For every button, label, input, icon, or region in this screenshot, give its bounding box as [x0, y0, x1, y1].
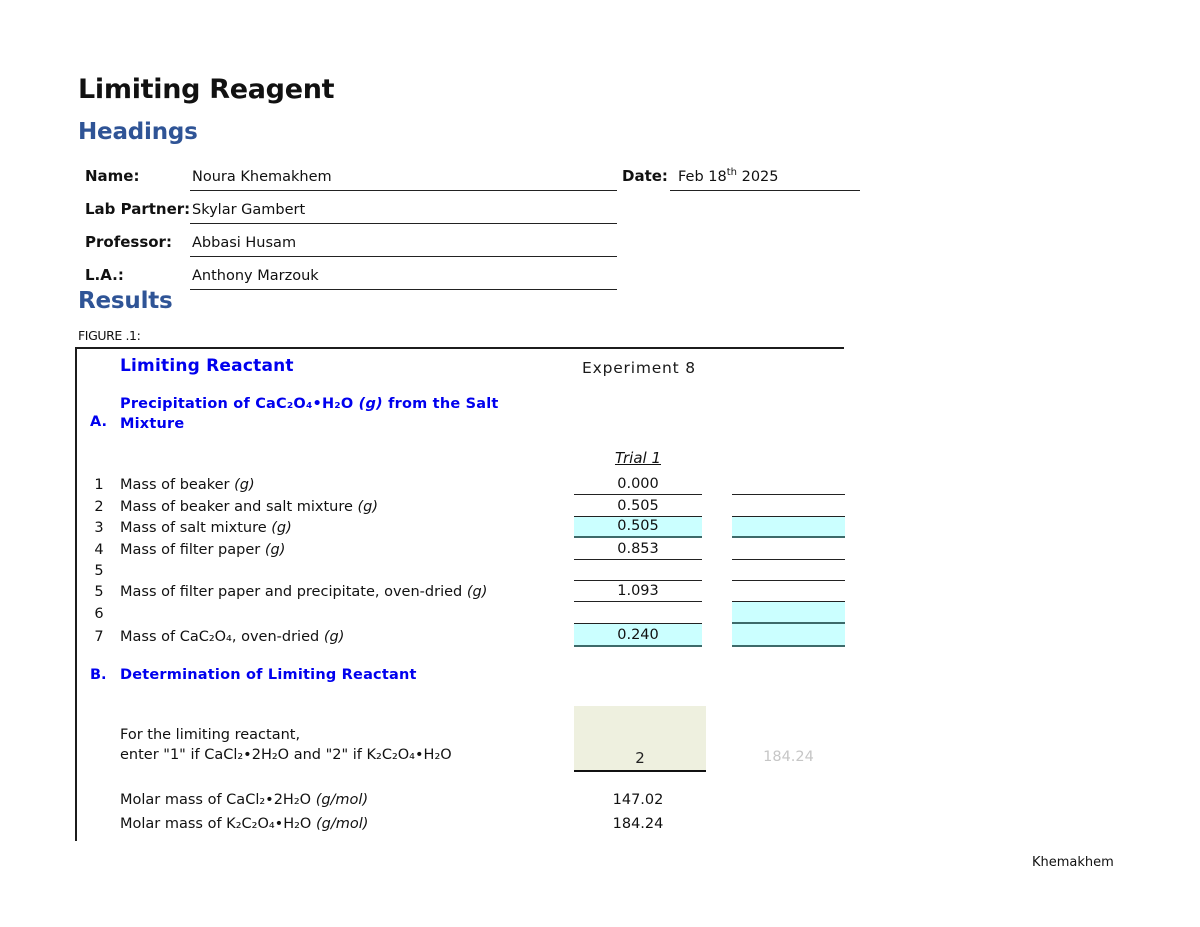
molar-mass-value: 184.24: [612, 816, 664, 832]
trial2-cell[interactable]: [732, 495, 845, 516]
row-number: 3: [94, 520, 104, 537]
measurement-rows: [90, 474, 845, 647]
trial2-cell[interactable]: [732, 517, 845, 538]
row-label: Mass of CaC₂O₄, oven-dried (g): [120, 628, 345, 645]
row-label: Mass of filter paper (g): [120, 541, 286, 558]
la-field[interactable]: Anthony Marzouk: [190, 268, 617, 290]
row-label: Mass of filter paper and precipitate, oven-dried (g): [120, 584, 488, 601]
trial1-cell[interactable]: [574, 538, 702, 559]
row-number: 6: [94, 605, 104, 622]
table-row: [90, 624, 845, 647]
molar-mass-value: 147.02: [612, 792, 664, 808]
table-row: [90, 602, 845, 623]
section-b-heading: Determination of Limiting Reactant: [120, 667, 417, 683]
lab-partner-label: Lab Partner:: [85, 200, 191, 218]
limiting-reactant-prompt: For the limiting reactant, enter "1" if CaCl₂•2H₂O and "2" if K₂C₂O₄•H₂O: [120, 727, 452, 763]
trial1-cell[interactable]: [574, 517, 702, 538]
date-field[interactable]: Feb 18th 2025: [670, 169, 860, 191]
trial2-cell[interactable]: [732, 560, 845, 581]
trial1-cell[interactable]: [574, 560, 702, 581]
lab-partner-field[interactable]: Skylar Gambert: [190, 202, 617, 224]
form-row-lab-partner: [85, 193, 645, 224]
figure-title: Limiting Reactant: [120, 356, 294, 376]
limiting-reactant-input-cell[interactable]: [574, 706, 706, 772]
molar-mass-label: Molar mass of K₂C₂O₄•H₂O (g/mol): [120, 816, 369, 832]
cell-value: 0.000: [617, 476, 659, 493]
professor-label: Professor:: [85, 233, 172, 251]
table-row: [90, 560, 845, 581]
results-section-title: Results: [78, 288, 173, 314]
name-label: Name:: [85, 167, 140, 185]
table-row: [90, 517, 845, 538]
molar-mass-row: [120, 787, 840, 811]
section-a-label: A.: [90, 414, 107, 430]
ghost-molar-mass-value: 184.24: [763, 749, 814, 765]
footer-surname: Khemakhem: [1032, 855, 1114, 870]
trial2-cell[interactable]: [732, 581, 845, 602]
cell-value: 0.505: [617, 497, 659, 514]
row-number: 4: [94, 541, 104, 558]
date-superscript: th: [726, 167, 737, 179]
row-label: Mass of beaker and salt mixture (g): [120, 498, 379, 515]
trial1-cell[interactable]: [574, 602, 702, 623]
row-label: Mass of beaker (g): [120, 477, 255, 494]
form-row-professor: [85, 226, 645, 257]
figure-box: [75, 347, 844, 841]
table-row: [90, 474, 845, 495]
row-number: 2: [94, 498, 104, 515]
headings-section-title: Headings: [78, 119, 198, 145]
trial1-cell[interactable]: [574, 581, 702, 602]
row-number: 5: [94, 584, 104, 601]
trial2-cell[interactable]: [732, 474, 845, 495]
section-a-heading: Precipitation of CaC₂O₄•H₂O (g) from the Salt Mixture: [120, 396, 499, 432]
table-row: [90, 538, 845, 559]
table-row: [90, 495, 845, 516]
section-b-label: B.: [90, 667, 107, 683]
molar-mass-label: Molar mass of CaCl₂•2H₂O (g/mol): [120, 792, 369, 808]
limiting-reactant-value: 2: [635, 749, 645, 767]
row-label: Mass of salt mixture (g): [120, 520, 292, 537]
table-row: [90, 581, 845, 602]
form-row-name: [85, 160, 875, 191]
professor-field[interactable]: Abbasi Husam: [190, 235, 617, 257]
cell-value: 0.853: [617, 540, 659, 557]
row-number: 1: [94, 477, 104, 494]
trial2-cell[interactable]: [732, 538, 845, 559]
cell-value: 0.505: [617, 518, 659, 535]
experiment-label: Experiment 8: [582, 359, 696, 377]
row-number: 7: [94, 628, 104, 645]
trial1-cell[interactable]: [574, 474, 702, 495]
form-row-la: [85, 259, 645, 290]
name-field[interactable]: Noura Khemakhem: [190, 169, 617, 191]
cell-value: 1.093: [617, 583, 659, 600]
page-title: Limiting Reagent: [78, 74, 335, 105]
trial1-cell[interactable]: [574, 495, 702, 516]
trial1-cell[interactable]: [574, 624, 702, 647]
molar-mass-rows: [120, 787, 840, 835]
cell-value: 0.240: [617, 626, 659, 643]
trial-1-header: Trial 1: [614, 449, 661, 467]
row-number: 5: [94, 562, 104, 579]
date-label: Date:: [622, 167, 668, 185]
trial2-cell[interactable]: [732, 602, 845, 623]
la-label: L.A.:: [85, 266, 124, 284]
figure-caption: FIGURE .1:: [78, 328, 141, 343]
molar-mass-row: [120, 811, 840, 835]
trial2-cell[interactable]: [732, 624, 845, 647]
